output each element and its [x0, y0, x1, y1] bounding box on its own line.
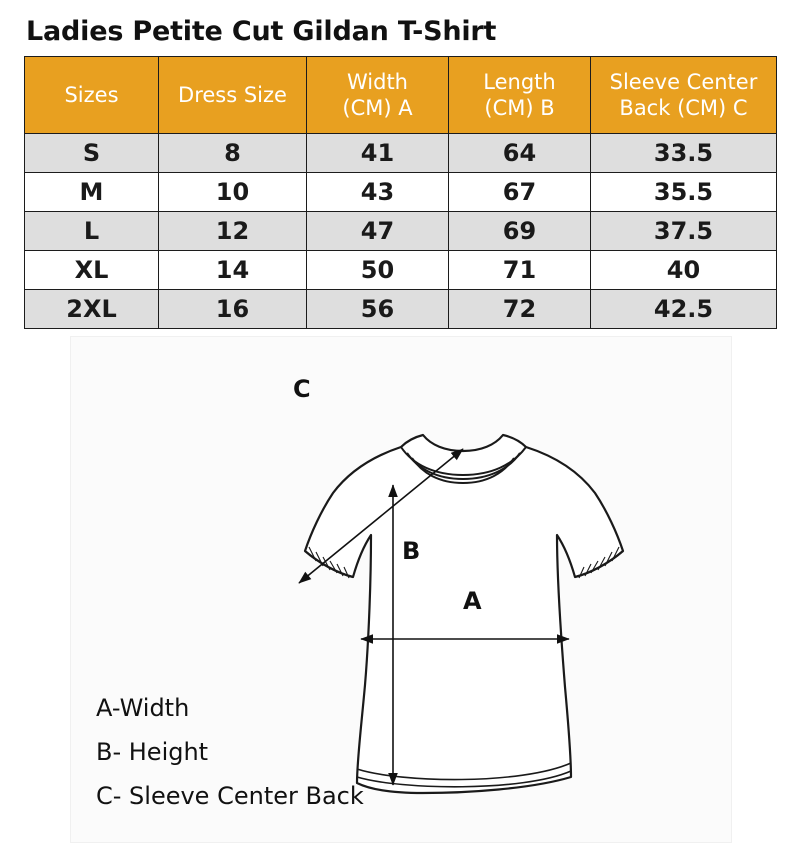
column-header-width-line2: (CM) A [342, 96, 413, 120]
cell-length: 69 [449, 212, 591, 251]
legend-item-height: B- Height [96, 738, 209, 766]
table-row [25, 290, 777, 329]
cell-length: 67 [449, 173, 591, 212]
legend-item-width: A-Width [96, 694, 190, 722]
column-header-sizes-line1: Sizes [64, 82, 119, 107]
column-header-length-line1: Length [483, 69, 556, 94]
size-chart-table [24, 56, 777, 329]
cell-dress-size: 14 [159, 251, 307, 290]
table-row [25, 134, 777, 173]
table-body [25, 134, 777, 329]
cell-size: M [25, 173, 159, 212]
column-header-sizes [25, 57, 159, 134]
column-header-width [307, 57, 449, 134]
cell-size: XL [25, 251, 159, 290]
cell-size: 2XL [25, 290, 159, 329]
cell-length: 64 [449, 134, 591, 173]
table-row [25, 173, 777, 212]
cell-sleeve: 35.5 [591, 173, 777, 212]
column-header-dress-size-line1: Dress Size [178, 82, 287, 107]
cell-width: 56 [307, 290, 449, 329]
column-header-width-line1: Width [346, 69, 408, 94]
measurement-legend [96, 686, 364, 818]
cell-sleeve: 42.5 [591, 290, 777, 329]
legend-item-sleeve-center-back: C- Sleeve Center Back [96, 782, 364, 810]
table-header-row [25, 57, 777, 134]
cell-dress-size: 8 [159, 134, 307, 173]
column-header-sleeve-line2: Back (CM) C [619, 96, 748, 120]
cell-size: S [25, 134, 159, 173]
cell-length: 71 [449, 251, 591, 290]
cell-dress-size: 16 [159, 290, 307, 329]
column-header-sleeve-center-back [591, 57, 777, 134]
column-header-sleeve-line1: Sleeve Center [609, 69, 758, 94]
cell-dress-size: 12 [159, 212, 307, 251]
cell-length: 72 [449, 290, 591, 329]
table-row [25, 251, 777, 290]
cell-sleeve: 33.5 [591, 134, 777, 173]
cell-sleeve: 37.5 [591, 212, 777, 251]
cell-width: 43 [307, 173, 449, 212]
table-header [25, 57, 777, 134]
measure-b-label: B [402, 537, 421, 565]
column-header-length [449, 57, 591, 134]
measure-a-label: A [463, 587, 482, 615]
column-header-length-line2: (CM) B [484, 96, 555, 120]
page-title: Ladies Petite Cut Gildan T-Shirt [26, 16, 497, 47]
column-header-dress-size [159, 57, 307, 134]
cell-dress-size: 10 [159, 173, 307, 212]
cell-width: 47 [307, 212, 449, 251]
cell-sleeve: 40 [591, 251, 777, 290]
cell-width: 41 [307, 134, 449, 173]
cell-size: L [25, 212, 159, 251]
measure-c-label: C [293, 375, 311, 403]
table-row [25, 212, 777, 251]
cell-width: 50 [307, 251, 449, 290]
